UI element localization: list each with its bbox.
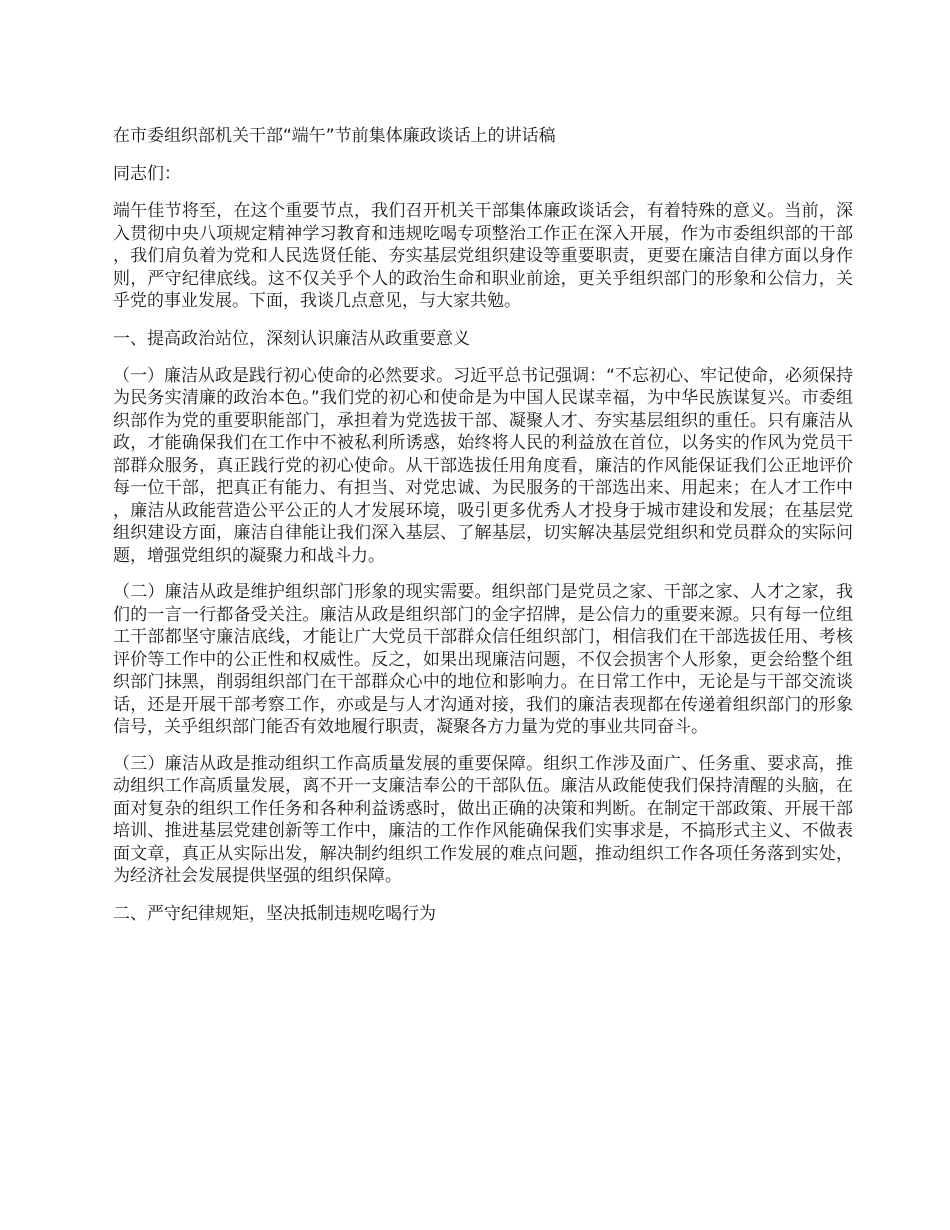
section-1-heading: 一、提高政治站位，深刻认识廉洁从政重要意义 xyxy=(113,328,470,349)
section-1-paragraph-3: （三）廉洁从政是推动组织工作高质量发展的重要保障。组织工作涉及面广、任务重、要求高，推动组织工作高质量发展，离不开一支廉洁奉公的干部队伍。廉洁从政能使我们保持清醒的头脑，在面对复杂的组织工作任务和各种利益诱惑时，做出正确的决策和判断。在制定干部政策、开展干部培训、推进基层党建创新等工作中，廉洁的工作作风能确保我们实事求是，不搞形式主义、不做表面文章，真正从实际出发，解决制约组织工作发展的难点问题，推动组织工作各项任务落到实处，为经济社会发展提供坚强的组织保障。 xyxy=(113,753,853,886)
document-title: 在市委组织部机关干部“端午”节前集体廉政谈话上的讲话稿 xyxy=(113,126,556,146)
section-1-paragraph-1: （一）廉洁从政是践行初心使命的必然要求。习近平总书记强调：“不忘初心、牢记使命，必须保持为民务实清廉的政治本色。”我们党的初心和使命是为中国人民谋幸福，为中华民族谋复兴。市委组织部作为党的重要职能部门，承担着为党选拔干部、凝聚人才、夯实基层组织的重任。只有廉洁从政，才能确保我们在工作中不被私利所诱惑，始终将人民的利益放在首位，以务实的作风为党员干部群众服务，真正践行党的初心使命。从干部选拔任用角度看，廉洁的作风能保证我们公正地评价每一位干部，把真正有能力、有担当、对党忠诚、为民服务的干部选出来、用起来；在人才工作中，廉洁从政能营造公平公正的人才发展环境，吸引更多优秀人才投身于城市建设和发展；在基层党组织建设方面，廉洁自律能让我们深入基层、了解基层，切实解决基层党组织和党员群众的实际问题，增强党组织的凝聚力和战斗力。 xyxy=(113,365,853,566)
section-2-heading: 二、严守纪律规矩，坚决抵制违规吃喝行为 xyxy=(113,903,436,924)
intro-paragraph: 端午佳节将至，在这个重要节点，我们召开机关干部集体廉政谈话会，有着特殊的意义。当前，深入贯彻中央八项规定精神学习教育和违规吃喝专项整治工作正在深入开展，作为市委组织部的干部，我们肩负着为党和人民选贤任能、夯实基层党组织建设等重要职责，更要在廉洁自律方面以身作则，严守纪律底线。这不仅关乎个人的政治生命和职业前途，更关乎组织部门的形象和公信力，关乎党的事业发展。下面，我谈几点意见，与大家共勉。 xyxy=(113,201,853,311)
document-page xyxy=(113,124,853,940)
section-1-paragraph-2: （二）廉洁从政是维护组织部门形象的现实需要。组织部门是党员之家、干部之家、人才之家，我们的一言一行都备受关注。廉洁从政是组织部门的金字招牌，是公信力的重要来源。只有每一位组工干部都坚守廉洁底线，才能让广大党员干部群众信任组织部门，相信我们在干部选拔任用、考核评价等工作中的公正性和权威性。反之，如果出现廉洁问题，不仅会损害个人形象，更会给整个组织部门抹黑，削弱组织部门在干部群众心中的地位和影响力。在日常工作中，无论是与干部交流谈话，还是开展干部考察工作，亦或是与人才沟通对接，我们的廉洁表现都在传递着组织部门的形象信号，关乎组织部门能否有效地履行职责，凝聚各方力量为党的事业共同奋斗。 xyxy=(113,582,853,737)
salutation: 同志们： xyxy=(113,164,181,184)
